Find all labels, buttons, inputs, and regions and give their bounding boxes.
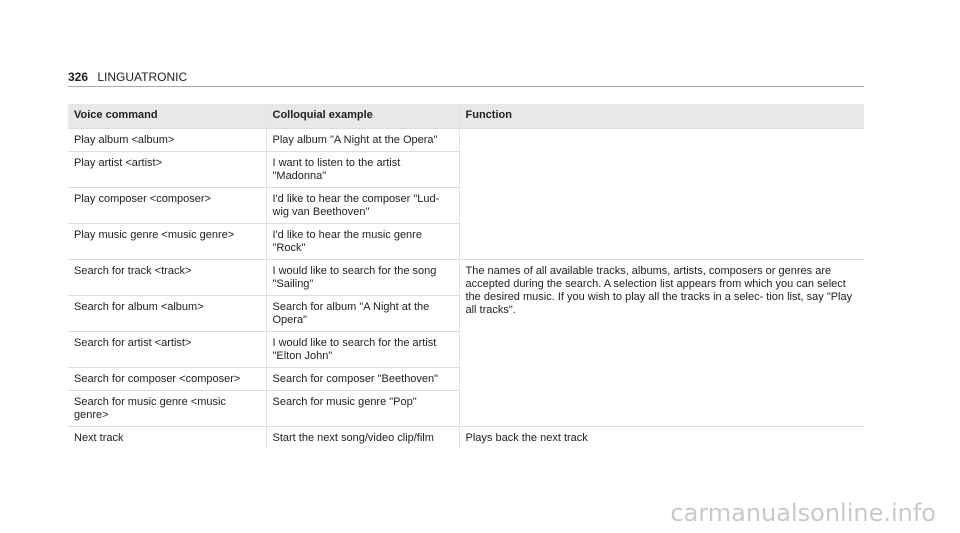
- colloquial-example-cell: Search for music genre "Pop": [266, 391, 459, 427]
- voice-command-cell: Search for composer <composer>: [68, 368, 266, 391]
- column-header-colloquial-example: Colloquial example: [266, 104, 459, 129]
- colloquial-example-cell: Search for composer "Beethoven": [266, 368, 459, 391]
- header-divider: [68, 86, 864, 87]
- function-cell-empty: [459, 129, 864, 260]
- voice-command-cell: Search for artist <artist>: [68, 332, 266, 368]
- table-header-row: [68, 104, 864, 129]
- colloquial-example-cell: I want to listen to the artist "Madonna": [266, 152, 459, 188]
- voice-command-cell: Search for music genre <music genre>: [68, 391, 266, 427]
- colloquial-example-cell: I'd like to hear the composer "Lud- wig van Beethoven": [266, 188, 459, 224]
- colloquial-example-cell: Start the next song/video clip/film: [266, 427, 459, 450]
- function-cell: Plays back the next track: [459, 427, 864, 450]
- voice-command-cell: Play artist <artist>: [68, 152, 266, 188]
- page-header: [68, 70, 187, 84]
- voice-command-cell: Search for album <album>: [68, 296, 266, 332]
- table-row: [68, 260, 864, 296]
- watermark: carmanualsonline.info: [670, 499, 936, 527]
- voice-command-cell: Next track: [68, 427, 266, 450]
- colloquial-example-cell: I'd like to hear the music genre "Rock": [266, 224, 459, 260]
- page-number: 326: [68, 70, 89, 84]
- function-cell-search: The names of all available tracks, albums, artists, composers or genres are accepted during the search. A selection list appears from which you can select the desired music. If you wish to play all the tracks in a selec- tion list, say "Play all tracks".: [459, 260, 864, 427]
- column-header-function: Function: [459, 104, 864, 129]
- section-title: LINGUATRONIC: [97, 70, 188, 84]
- table-row: [68, 427, 864, 450]
- voice-command-cell: Play album <album>: [68, 129, 266, 152]
- table-row: [68, 129, 864, 152]
- colloquial-example-cell: I would like to search for the artist "Elton John": [266, 332, 459, 368]
- column-header-voice-command: Voice command: [68, 104, 266, 129]
- colloquial-example-cell: Play album "A Night at the Opera": [266, 129, 459, 152]
- voice-command-cell: Play music genre <music genre>: [68, 224, 266, 260]
- voice-command-cell: Search for track <track>: [68, 260, 266, 296]
- colloquial-example-cell: Search for album "A Night at the Opera": [266, 296, 459, 332]
- voice-command-table: [68, 104, 864, 449]
- voice-command-cell: Play composer <composer>: [68, 188, 266, 224]
- colloquial-example-cell: I would like to search for the song "Sailing": [266, 260, 459, 296]
